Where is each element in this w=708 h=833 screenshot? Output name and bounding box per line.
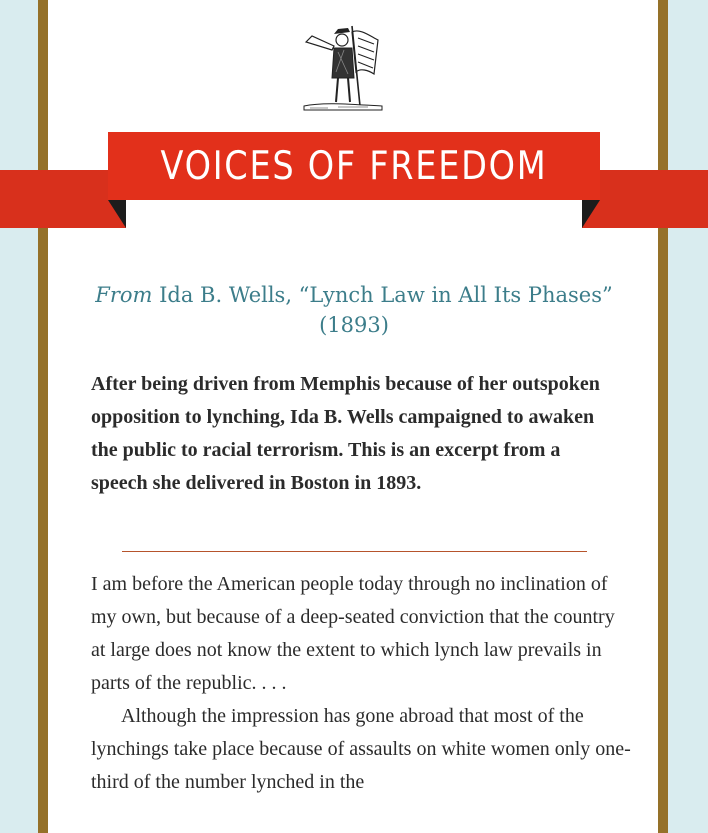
herald-trumpeter-icon [298, 14, 386, 112]
section-divider [122, 551, 587, 552]
right-border-rule [658, 0, 668, 833]
heading-title: Ida B. Wells, “Lynch Law in All Its Phases” (1893) [159, 283, 613, 337]
document-heading [92, 280, 616, 340]
banner-fold-right [582, 200, 600, 228]
excerpt-body [91, 568, 631, 799]
banner-fold-left [108, 200, 126, 228]
excerpt-paragraph: I am before the American people today through no inclination of my own, but because of a deep-seated conviction that the country at large does not know the extent to which lynch law prevails in parts of the republic. . . . [91, 573, 615, 694]
banner-ribbon-right [582, 170, 708, 228]
feature-banner [108, 132, 600, 200]
excerpt-paragraph: Although the impression has gone abroad that most of the lynchings take place because of assaults on white women only one-third of the number lynched in the [91, 705, 631, 793]
intro-paragraph: After being driven from Memphis because of her outspoken opposition to lynching, Ida B. Wells campaigned to awaken the public to racial terrorism. This is an excerpt from a speech she delivered in Boston in 1893. [91, 373, 600, 494]
heading-from: From [95, 283, 153, 307]
left-border-rule [38, 0, 48, 833]
banner-title: VOICES OF FREEDOM [160, 143, 548, 189]
